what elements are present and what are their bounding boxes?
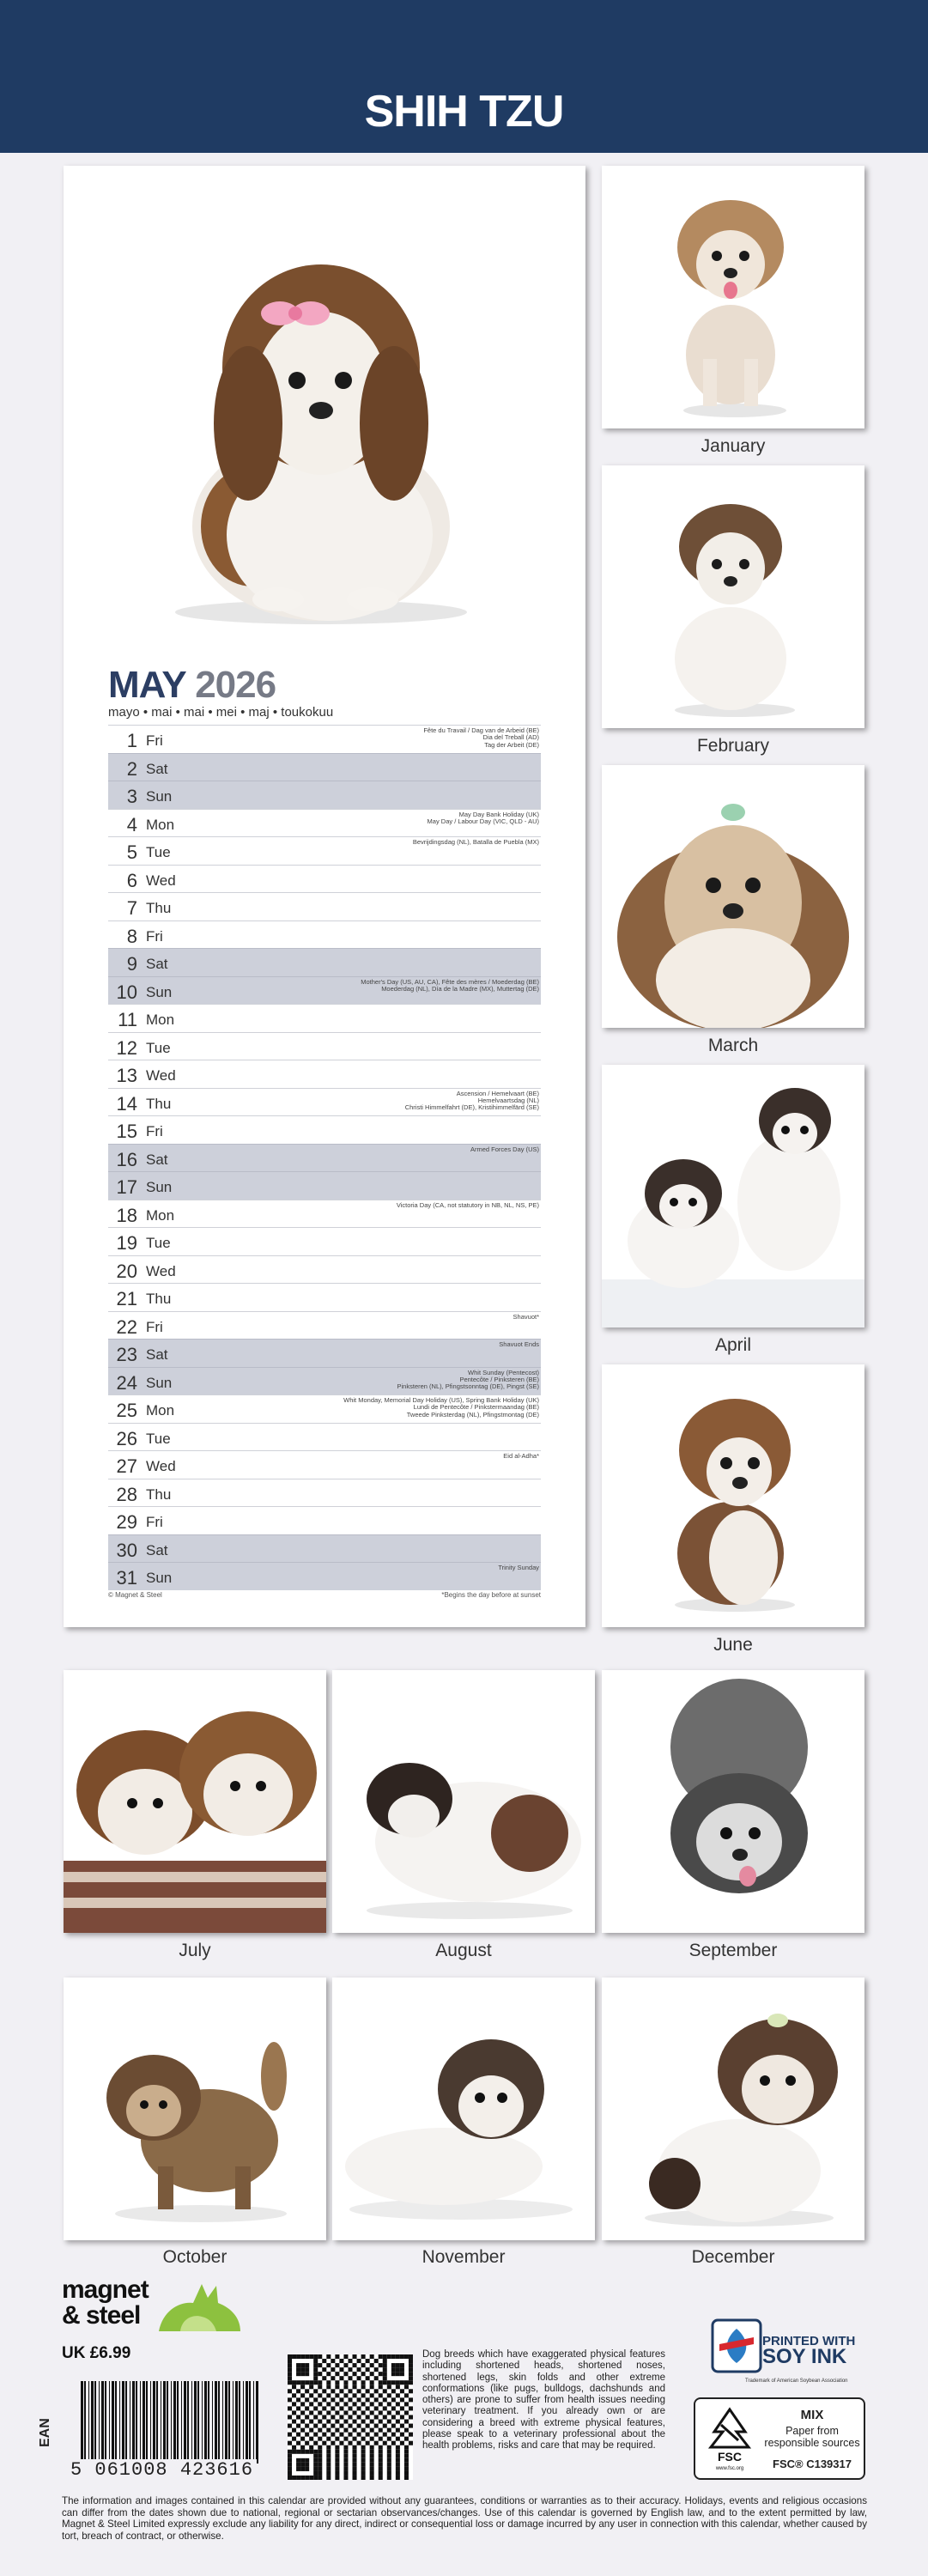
copyright-note: © Magnet & Steel [108,1591,162,1599]
dog-photo-december [602,1978,864,2240]
dog-photo-january [602,166,864,428]
thumb-april [602,1065,864,1327]
month-title [108,664,276,707]
day-number: 23 [116,1344,137,1365]
brand-logo [62,2277,149,2329]
day-number: 1 [126,730,137,751]
day-weekday: Mon [146,1012,175,1028]
day-number: 20 [116,1260,137,1282]
thumb-january [602,166,864,428]
label-april: April [714,1335,751,1355]
day-weekday: Tue [146,1039,171,1056]
pet-silhouette-icon [155,2275,246,2336]
day-holiday-note: Victoria Day (CA, not statutory in NB, NL, NS, PE) [396,1200,539,1209]
day-weekday: Tue [146,1235,171,1251]
day-row [108,836,541,865]
day-holiday-note: Trinity Sunday [498,1564,539,1571]
dog-photo-october [64,1978,326,2240]
day-number: 12 [116,1036,137,1059]
day-weekday: Thu [146,1095,172,1112]
day-row [108,1534,541,1563]
day-row [108,753,541,781]
day-weekday: Fri [146,1318,163,1335]
qr-code-icon [288,2354,413,2480]
day-number: 15 [116,1121,137,1142]
day-row [108,781,541,809]
day-row [108,920,541,949]
day-holiday-note: Mother's Day (US, AU, CA), Fête des mères / Moederdag (BE) Moederdag (NL), Día de la Madre (MX), Muttertag (DE) [361,977,539,993]
soy-ink-line1: PRINTED WITH [762,2334,856,2348]
day-row [108,1562,541,1590]
day-row [108,1367,541,1395]
day-number: 8 [126,925,137,947]
day-number: 5 [126,841,137,863]
sunset-note: *Begins the day before at sunset [441,1591,541,1599]
fsc-tree-icon [702,2406,757,2473]
day-number: 27 [116,1455,137,1477]
label-february: February [696,736,770,756]
day-weekday: Thu [146,1485,172,1503]
thumb-march [602,765,864,1028]
dog-photo-july [64,1670,326,1933]
day-holiday-note: Shavuot Ends [499,1340,539,1348]
day-row [108,1088,541,1116]
fsc-badge [694,2397,865,2480]
day-row [108,1423,541,1451]
day-weekday: Sun [146,1374,173,1391]
day-number: 21 [116,1288,137,1309]
price-label: UK £6.99 [62,2344,131,2362]
day-row [108,1311,541,1340]
thumb-october [64,1978,326,2240]
day-weekday: Sun [146,1570,173,1586]
day-weekday: Tue [146,1430,171,1447]
dog-photo-march [602,765,864,1028]
day-number: 19 [116,1232,137,1254]
dog-photo-february [602,465,864,728]
day-number: 14 [116,1092,137,1115]
day-number: 26 [116,1427,137,1449]
day-row [108,1032,541,1060]
day-number: 13 [116,1065,137,1086]
day-number: 4 [126,813,137,835]
day-row [108,1339,541,1367]
day-weekday: Sat [146,956,168,972]
day-number: 22 [116,1315,137,1338]
day-row [108,1200,541,1228]
month-translations: mayo • mai • mai • mei • maj • toukokuu [108,705,334,720]
day-holiday-note: Shavuot* [513,1312,539,1321]
thumb-february [602,465,864,728]
day-row [108,725,541,753]
day-row [108,892,541,920]
day-row [108,1394,541,1423]
day-row [108,809,541,837]
day-weekday: Sun [146,1179,173,1195]
fsc-website: www.fsc.org [715,2466,744,2471]
legal-disclaimer: The information and images contained in this calendar are provided without any guarantees, conditions or warranties as to their accuracy. Holidays, events and religious occasions can differ from the dates shown due to national, regional or sectarian observances/changes. Use of this calendar is governed by English law, and to the extent permitted by law, Magnet & Steel Limited expressly exclude any liability for any direct, indirect or consequential loss or damage incurred by any user in connection with this calendar, whether caused by tort, breach of contract, or otherwise. [62,2495,867,2542]
dog-photo-september [602,1670,864,1933]
day-weekday: Sat [146,760,168,777]
day-row [108,1227,541,1255]
day-number: 3 [126,786,137,807]
soy-ink-text [762,2334,856,2368]
day-number: 7 [126,897,137,919]
page-title: SHIH TZU [364,87,564,137]
dog-photo-june [602,1364,864,1627]
label-july: July [179,1941,211,1960]
main-dog-photo [64,166,585,647]
label-november: November [422,2247,506,2267]
fsc-code: FSC® C139317 [773,2458,852,2470]
day-weekday: Thu [146,1291,172,1307]
fsc-sources: Paper from responsible sources [764,2425,860,2449]
soy-association: Trademark of American Soybean Association [745,2379,848,2384]
day-holiday-note: Bevrijdingsdag (NL), Batalla de Puebla (MX) [412,838,539,846]
day-weekday: Wed [146,872,176,889]
day-row [108,1115,541,1144]
barcode-digits: 5 061008 423616 [67,2459,257,2481]
day-weekday: Mon [146,816,175,833]
brand-line2: & steel [62,2301,141,2330]
month-year: 2026 [195,664,276,706]
day-row [108,1171,541,1200]
day-number: 31 [116,1567,137,1589]
label-august: August [435,1941,492,1960]
day-row [108,1450,541,1479]
day-row [108,1479,541,1507]
day-weekday: Wed [146,1458,176,1474]
day-number: 18 [116,1204,137,1226]
day-weekday: Sun [146,983,173,1000]
label-january: January [701,436,766,456]
header-banner [0,0,928,153]
day-weekday: Thu [146,900,172,916]
day-holiday-note: Eid al-Adha* [503,1452,539,1460]
brand-line1: magnet [62,2275,149,2304]
day-weekday: Mon [146,1402,175,1419]
day-row [108,1283,541,1311]
label-september: September [688,1941,778,1960]
day-holiday-note: Ascension / Hemelvaart (BE) Hemelvaartsdag (NL) Christi Himmelfahrt (DE), Kristihimmelfärd (SE) [404,1089,539,1112]
thumb-september [602,1670,864,1933]
day-weekday: Sat [146,1151,168,1168]
day-row [108,1255,541,1284]
day-weekday: Wed [146,1262,176,1279]
day-row [108,1506,541,1534]
soy-ink-line2: SOY INK [762,2345,847,2368]
day-number: 28 [116,1483,137,1505]
label-march: March [707,1036,759,1055]
day-number: 11 [118,1009,137,1030]
calendar-card [64,166,585,1627]
day-weekday: Fri [146,732,163,749]
soy-ink-icon [711,2318,762,2373]
day-row [108,948,541,976]
day-holiday-note: Whit Sunday (Pentecost) Pentecôte / Pinksteren (BE) Pinksteren (NL), Pfingstsonntag (DE), Pingst (SE) [397,1368,539,1391]
thumb-december [602,1978,864,2240]
dog-photo-august [332,1670,595,1933]
day-weekday: Fri [146,1123,163,1139]
ean-label: EAN [38,2418,52,2447]
day-number: 17 [116,1176,137,1198]
dog-photo-april [602,1065,864,1327]
day-number: 30 [116,1539,137,1561]
month-name: MAY [108,664,185,706]
label-october: October [162,2247,227,2267]
day-list [108,725,541,1590]
day-row [108,1060,541,1088]
day-number: 2 [126,757,137,780]
day-holiday-note: Fête du Travail / Dag van de Arbeid (BE) Dia del Treball (AD) Tag der Arbeit (DE) [423,726,539,749]
day-number: 6 [126,869,137,891]
fsc-mix: MIX [800,2408,824,2422]
thumb-june [602,1364,864,1627]
day-weekday: Mon [146,1206,175,1224]
day-weekday: Fri [146,1514,163,1530]
dog-health-disclaimer: Dog breeds which have exaggerated physical features including shortened heads, shortened noses, shortened legs, skin folds and other extreme conformations (like pugs, bulldogs, dachshunds and others) are prone to suffer from health issues needing veterinary treatment. If you already own or are considering a breed with extreme physical features, please speak to a veterinary professional about the health problems, risks and care that may be required. [422,2349,665,2451]
day-holiday-note: Whit Monday, Memorial Day Holiday (US), Spring Bank Holiday (UK) Lundi de Pentecôte / Pinkstermaandag (BE) Tweede Pinksterdag (NL), Pfingstmontag (DE) [343,1396,539,1419]
dog-photo-november [332,1978,595,2240]
thumb-august [332,1670,595,1933]
day-holiday-note: Armed Forces Day (US) [470,1145,539,1153]
day-row [108,976,541,1005]
label-december: December [691,2247,775,2267]
thumb-july [64,1670,326,1933]
day-row [108,865,541,893]
day-number: 9 [126,953,137,975]
label-june: June [713,1635,753,1655]
day-row [108,1004,541,1032]
day-number: 29 [116,1511,137,1533]
day-weekday: Sat [146,1346,168,1363]
day-number: 16 [116,1148,137,1170]
day-weekday: Fri [146,927,163,945]
day-weekday: Tue [146,844,171,860]
fsc-logo-text: FSC [718,2450,742,2464]
day-weekday: Wed [146,1067,176,1084]
day-weekday: Sat [146,1541,168,1558]
day-number: 25 [116,1400,137,1421]
day-weekday: Sun [146,788,173,805]
day-holiday-note: May Day Bank Holiday (UK) May Day / Labour Day (VIC, QLD - AU) [427,810,539,825]
day-number: 10 [116,981,137,1003]
day-number: 24 [116,1371,137,1394]
day-row [108,1144,541,1172]
thumb-november [332,1978,595,2240]
